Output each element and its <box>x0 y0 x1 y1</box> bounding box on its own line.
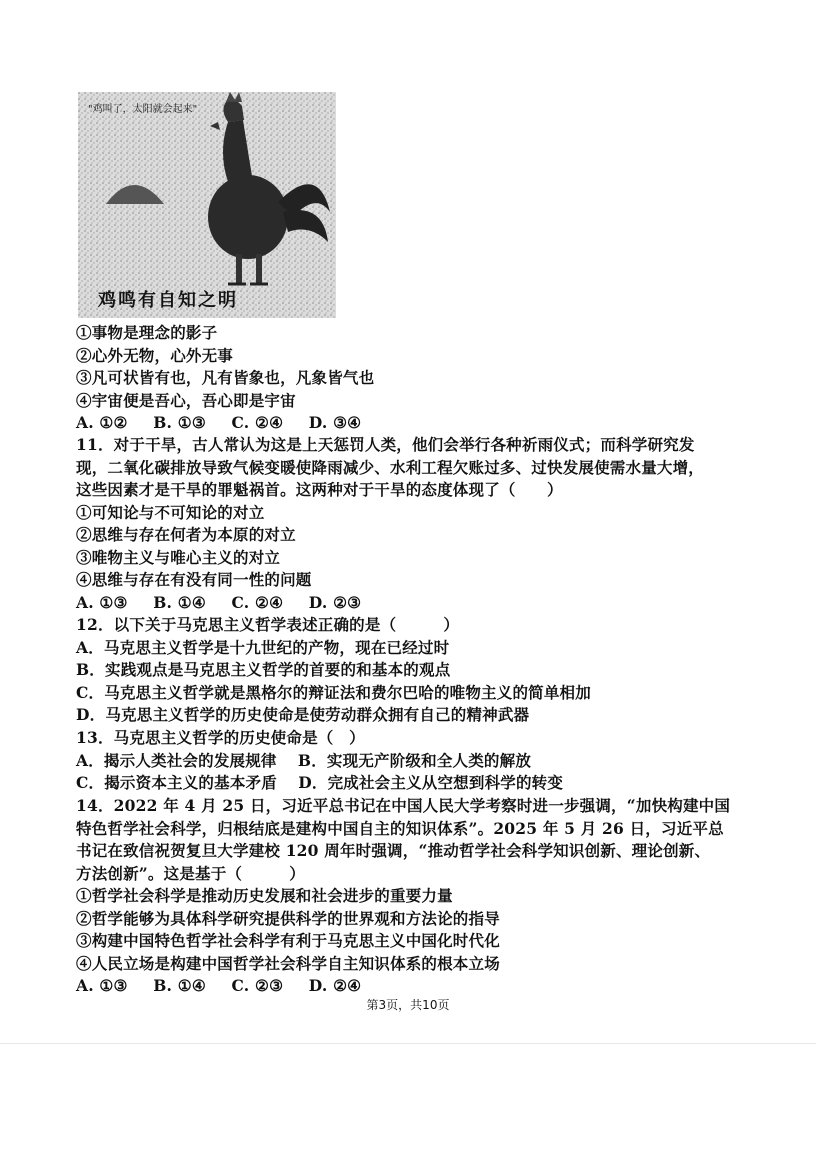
q13-stem: 13．马克思主义哲学的历史使命是（ ） <box>76 728 365 747</box>
q14-option-3: ③构建中国特色哲学社会科学有利于马克思主义中国化时代化 <box>76 931 500 950</box>
q10-option-1: ①事物是理念的影子 <box>76 323 218 342</box>
rooster-icon <box>78 92 336 318</box>
q13-options-row-1[interactable]: A．揭示人类社会的发展规律 B．实现无产阶级和全人类的解放 <box>76 750 532 770</box>
q11-stem-line-3: 这些因素才是干旱的罪魁祸首。这两种对于干旱的态度体现了（ ） <box>76 480 563 499</box>
rooster-illustration <box>78 92 336 318</box>
q10-choice-d[interactable]: D. ③④ <box>308 413 362 432</box>
page-number: 第3页，共10页 <box>366 998 450 1012</box>
q11-choice-d[interactable]: D. ②③ <box>308 592 362 612</box>
q14-choice-c[interactable]: C. ②③ <box>231 976 284 995</box>
q10-option-3: ③凡可状皆有也，凡有皆象也，凡象皆气也 <box>76 368 375 387</box>
q11-option-1: ①可知论与不可知论的对立 <box>76 502 265 522</box>
q14-stem-line-1: 14．2022 年 4 月 25 日，习近平总书记在中国人民大学考察时进一步强调，“加快构建中国 <box>76 796 731 815</box>
q11-option-3: ③唯物主义与唯心主义的对立 <box>76 547 281 567</box>
q10-option-4: ④宇宙便是吾心，吾心即是宇宙 <box>76 390 296 410</box>
q12-stem: 12．以下关于马克思主义哲学表述正确的是（ ） <box>76 615 460 634</box>
q11-option-2: ②思维与存在何者为本原的对立 <box>76 525 296 544</box>
q11-option-4: ④思维与存在有没有同一性的问题 <box>76 570 312 589</box>
illustration-caption: 鸡鸣有自知之明 <box>98 290 238 311</box>
q14-option-1: ①哲学社会科学是推动历史发展和社会进步的重要力量 <box>76 886 453 905</box>
q12-option-a[interactable]: A．马克思主义哲学是十九世纪的产物，现在已经过时 <box>76 637 450 657</box>
q14-choice-d[interactable]: D. ②④ <box>308 976 362 995</box>
q11-choice-b[interactable]: B. ①④ <box>153 592 206 612</box>
q14-option-4: ④人民立场是构建中国哲学社会科学自主知识体系的根本立场 <box>76 953 500 973</box>
q11-choice-a[interactable]: A. ①③ <box>76 592 128 612</box>
q10-answer-choices <box>76 412 776 435</box>
q14-answer-choices <box>76 975 776 998</box>
q14-stem-line-4: 方法创新”。这是基于（ ） <box>76 863 305 883</box>
q13-options-row-2[interactable]: C．揭示资本主义的基本矛盾 D．完成社会主义从空想到科学的转变 <box>76 773 564 792</box>
q11-stem-line-1: 11．对于干旱，古人常认为这是上天惩罚人类，他们会举行各种祈雨仪式；而科学研究发 <box>76 435 695 454</box>
q11-stem-line-2: 现，二氧化碳排放导致气候变暖使降雨减少、水利工程欠账过多、过快发展使需水量大增， <box>76 457 705 477</box>
q12-option-c[interactable]: C．马克思主义哲学就是黑格尔的辩证法和费尔巴哈的唯物主义的简单相加 <box>76 682 591 702</box>
q12-option-b[interactable]: B．实践观点是马克思主义哲学的首要的和基本的观点 <box>76 660 451 679</box>
question-10-options <box>76 322 776 435</box>
question-12 <box>76 614 776 727</box>
question-14 <box>76 795 776 998</box>
bottom-divider <box>0 1043 816 1044</box>
q11-answer-choices <box>76 592 776 615</box>
q14-choice-a[interactable]: A. ①③ <box>76 976 128 995</box>
q10-option-2: ②心外无物，心外无事 <box>76 345 234 365</box>
question-11 <box>76 434 776 614</box>
q14-stem-line-3: 书记在致信祝贺复旦大学建校 120 周年时强调，“推动哲学社会科学知识创新、理论创新、 <box>76 841 711 860</box>
q10-choice-a[interactable]: A. ①② <box>76 413 128 432</box>
q10-choice-c[interactable]: C. ②④ <box>231 413 284 432</box>
q12-option-d[interactable]: D．马克思主义哲学的历史使命是使劳动群众拥有自己的精神武器 <box>76 705 530 724</box>
q14-choice-b[interactable]: B. ①④ <box>153 976 206 995</box>
q11-choice-c[interactable]: C. ②④ <box>231 592 284 612</box>
q14-stem-line-2: 特色哲学社会科学，归根结底是建构中国自主的知识体系”。2025 年 5 月 26 日，习近平总 <box>76 818 724 838</box>
q10-choice-b[interactable]: B. ①③ <box>153 413 206 432</box>
illustration-corner-note: "鸡叫了，太阳就会起来" <box>88 104 198 115</box>
question-13 <box>76 727 776 795</box>
q14-option-2: ②哲学能够为具体科学研究提供科学的世界观和方法论的指导 <box>76 908 500 928</box>
